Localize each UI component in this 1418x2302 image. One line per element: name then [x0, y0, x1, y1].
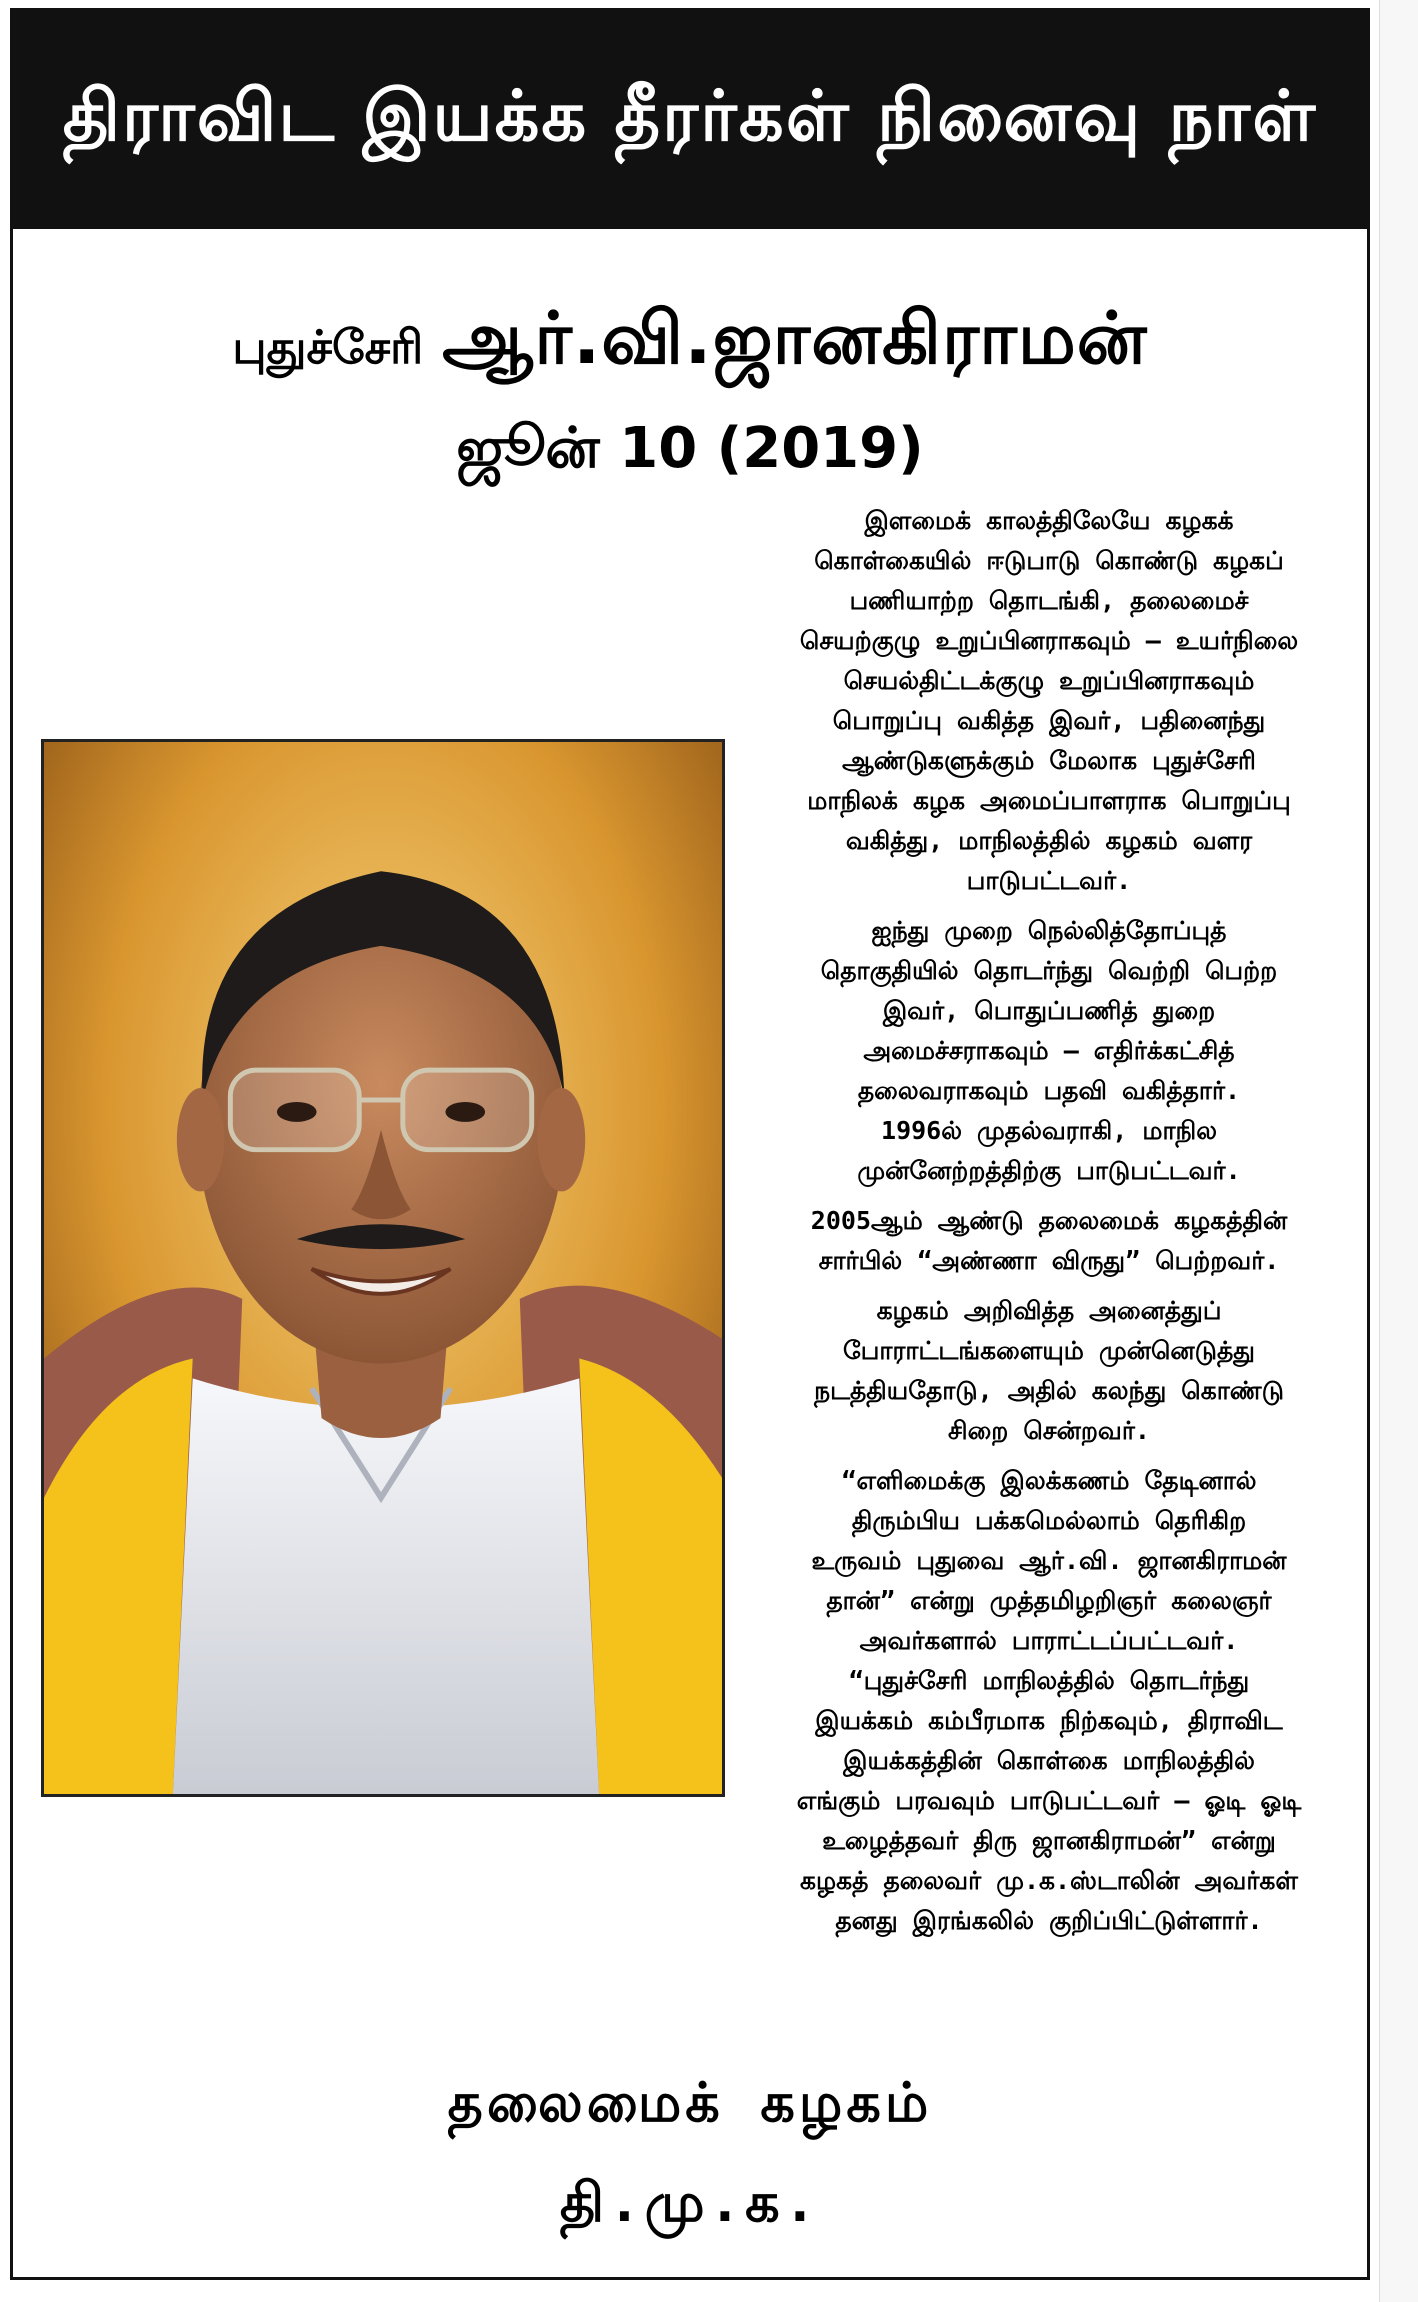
- bio-paragraph: 2005ஆம் ஆண்டு தலைமைக் கழகத்தின் சார்பில் “அண்ணா விருது” பெற்றவர்.: [810, 1206, 1288, 1275]
- name-heading: [13, 296, 1367, 390]
- top-banner: [13, 11, 1367, 229]
- bio-paragraph: “எளிமைக்கு இலக்கணம் தேடினால் திரும்பிய பக்கமெல்லாம் தெரிகிற உருவம் புதுவை ஆர்.வி. ஜானகிராமன் தான்” என்று முத்தமிழறிஞர் கலைஞர் அவர்களால் பாராட்டப்பட்டவர். “புதுச்சேரி மாநிலத்தில் தொடர்ந்து இயக்கம் கம்பீரமாக நிற்கவும், திராவிட இயக்கத்தின் கொள்கை மாநிலத்தில் எங்கும் பரவவும் பாடுபட்டவர் – ஓடி ஓடி உழைத்தவர் திரு ஜானகிராமன்” என்று கழகத் தலைவர் மு.க.ஸ்டாலின் அவர்கள் தனது இரங்கலில் குறிப்பிட்டுள்ளார்.: [796, 1466, 1302, 1935]
- person-name: ஆர்.வி.ஜானகிராமன்: [442, 296, 1148, 380]
- portrait-illustration: [44, 742, 722, 1794]
- name-prefix: புதுச்சேரி: [232, 320, 424, 374]
- footer-party-name: தி.மு.க.: [559, 2171, 821, 2234]
- memorial-date: ஜூன் 10 (2019): [456, 416, 924, 481]
- bio-paragraph: ஐந்து முறை நெல்லித்தோப்புத் தொகுதியில் தொடர்ந்து வெற்றி பெற்ற இவர், பொதுப்பணித் துறை அமைச்சராகவும் – எதிர்க்கட்சித் தலைவராகவும் பதவி வகித்தார். 1996ல் முதல்வராகி, மாநில முன்னேற்றத்திற்கு பாடுபட்டவர்.: [820, 916, 1278, 1185]
- adjacent-page-edge: [1379, 0, 1418, 2302]
- bio-paragraph: இளமைக் காலத்திலேயே கழகக் கொள்கையில் ஈடுபாடு கொண்டு கழகப் பணியாற்ற தொடங்கி, தலைமைச் செயற்குழு உறுப்பினராகவும் – உயர்நிலை செயல்திட்டக்குழு உறுப்பினராகவும் பொறுப்பு வகித்த இவர், பதினைந்து ஆண்டுகளுக்கும் மேலாக புதுச்சேரி மாநிலக் கழக அமைப்பாளராக பொறுப்பு வகித்து, மாநிலத்தில் கழகம் வளர பாடுபட்டவர்.: [799, 506, 1299, 895]
- footer-organization: தலைமைக் கழகம்: [447, 2071, 933, 2134]
- shirt: [173, 1378, 599, 1794]
- biography: [729, 501, 1369, 1951]
- portrait-photo: [41, 739, 725, 1797]
- banner-title: திராவிட இயக்க தீரர்கள் நினைவு நாள்: [62, 74, 1318, 157]
- tribute-advertisement: [10, 8, 1370, 2280]
- bio-paragraph: கழகம் அறிவித்த அனைத்துப் போராட்டங்களையும் முன்னெடுத்து நடத்தியதோடு, அதில் கலந்து கொண்டு சிறை சென்றவர்.: [814, 1296, 1284, 1445]
